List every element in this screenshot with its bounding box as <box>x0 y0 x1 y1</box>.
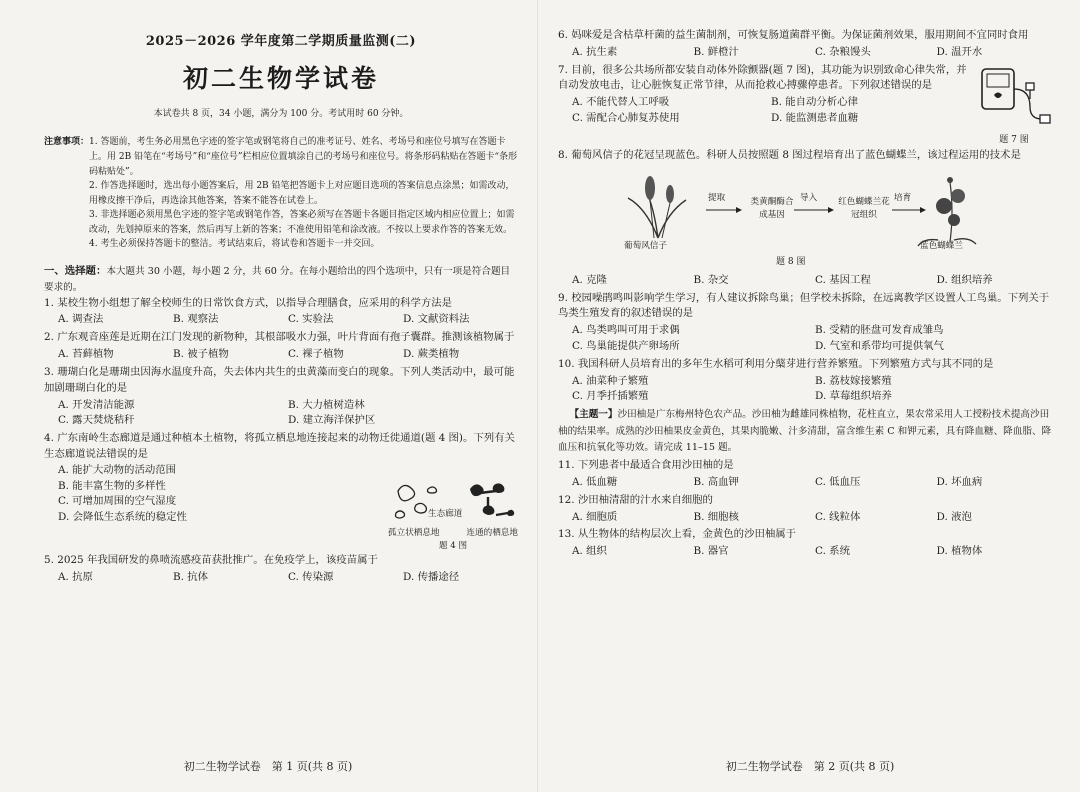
question-list-page1 <box>44 296 518 586</box>
question-stem: 4. 广东南岭生态廊道是通过种植本土植物，将孤立栖息地连接起来的动物迁徙通道(题 4 图)。下列有关生态廊道说法错误的是 <box>44 432 515 460</box>
question-options <box>558 544 1058 560</box>
option-c: C. 露天焚烧秸秆 <box>58 414 135 427</box>
option-a: A. 低血糖 <box>572 475 618 488</box>
option-c: C. 系统 <box>815 545 850 558</box>
question-4-body <box>44 463 518 553</box>
step-cultivate-label: 培育 <box>894 192 912 203</box>
figure-4-caption: 题 4 图 <box>438 540 468 551</box>
question-9 <box>558 291 1058 355</box>
exam-header: 2025－2026 学年度第二学期质量监测(二) <box>145 34 417 49</box>
option-b: B. 高血钾 <box>693 475 739 488</box>
option-d: D. 温开水 <box>936 45 983 58</box>
defibrillator-icon <box>974 65 1054 129</box>
gene-node-label: 类黄酮酶合成基因 <box>750 196 794 220</box>
grape-hyacinth-image <box>628 176 686 238</box>
blue-orchid-image <box>918 177 976 246</box>
section-description: 本大题共 30 小题，每小题 2 分，共 60 分。在每小题给出的四个选项中，只有一项是符合题目要求的。 <box>44 266 511 293</box>
option-c: C. 低血压 <box>815 475 861 488</box>
option-a: A. 鸟类鸣叫可用于求偶 <box>572 324 680 337</box>
question-options <box>558 510 1058 526</box>
figure-8-caption: 题 8 图 <box>776 256 806 267</box>
theme-passage <box>558 407 1058 456</box>
option-d: D. 组织培养 <box>936 273 993 286</box>
option-a: A. 能扩大动物的活动范围 <box>58 463 177 476</box>
option-a: A. 抗生素 <box>572 45 618 58</box>
question-options <box>558 45 1058 61</box>
option-c: C. 可增加周围的空气湿度 <box>58 495 177 508</box>
question-stem: 3. 珊瑚白化是珊瑚虫因海水温度升高，失去体内共生的虫黄藻而变白的现象。下列人类活动中，最可能加剧珊瑚白化的是 <box>44 365 515 394</box>
option-b: B. 器官 <box>693 545 729 558</box>
exam-title: 初二生物学试卷 <box>182 63 379 93</box>
page-2-footer: 初二生物学试卷 第 2 页(共 8 页) <box>725 760 895 774</box>
theme-label: 【主题一】 <box>569 409 618 421</box>
notice-item: 1. 答题前，考生务必用黑色字迹的签字笔或钢笔将自己的准考证号、姓名、考场号和座位号填写在答题卡上。用 2B 铅笔在“考场号”和“座位号”栏相应位置填涂自己的考场号和座位号。将条形码粘贴在答题卡“条形码粘贴处”。 <box>89 137 518 177</box>
question-options <box>558 323 1058 355</box>
exam-page-2 <box>540 0 1080 792</box>
option-a: A. 组织 <box>572 545 607 558</box>
option-c: C. 裸子植物 <box>288 348 344 361</box>
question-1 <box>44 296 518 329</box>
option-d: D. 液泡 <box>936 510 972 523</box>
option-b: B. 鲜橙汁 <box>693 45 739 58</box>
question-options <box>558 374 1058 406</box>
question-stem: 9. 校园噪鹃鸣叫影响学生学习，有人建议拆除鸟巢；但学校未拆除，在远离教学区设置人工鸟巢。下列关于鸟类生殖发育的叙述错误的是 <box>558 291 1050 320</box>
option-b: B. 受精的胚盘可发育成雏鸟 <box>815 324 944 337</box>
question-10 <box>558 357 1058 405</box>
question-12 <box>558 493 1058 526</box>
option-c: C. 传染源 <box>288 570 334 583</box>
option-a: A. 开发清洁能源 <box>58 398 135 411</box>
notice-block <box>44 135 518 252</box>
step-import-label: 导入 <box>800 192 818 203</box>
option-d: D. 植物体 <box>936 545 983 558</box>
option-b: B. 抗体 <box>173 570 209 583</box>
option-b: B. 细胞核 <box>693 510 739 523</box>
connected-habitat-label: 连通的栖息地 <box>466 527 518 538</box>
option-c: C. 实验法 <box>288 313 334 326</box>
option-c: C. 杂粮馒头 <box>815 45 871 58</box>
notice-item: 2. 作答选择题时，选出每小题答案后，用 2B 铅笔把答题卡上对应题目选项的答案信息点涂黑；如需改动，用橡皮擦干净后，再选涂其他答案，答案不能答在试卷上。 <box>89 181 515 206</box>
notice-item: 4. 考生必须保持答题卡的整洁。考试结束后，将试卷和答题卡一并交回。 <box>89 239 380 250</box>
option-d: D. 蕨类植物 <box>403 348 460 361</box>
option-b: B. 能自动分析心律 <box>771 96 858 109</box>
option-c: C. 鸟巢能提供产卵场所 <box>572 340 680 353</box>
question-11 <box>558 458 1058 491</box>
question-options <box>44 347 518 363</box>
notice-item: 3. 非选择题必须用黑色字迹的签字笔或钢笔作答，答案必须写在答题卡各题目指定区域内相应位置上；如需改动，先划掉原来的答案，然后再写上新的答案；不准使用铅笔和涂改液。不按以上要求作答的答案无效。 <box>89 210 515 235</box>
question-7-body <box>558 63 1058 148</box>
option-c: C. 线粒体 <box>815 510 861 523</box>
figure-4 <box>388 477 518 553</box>
step-extract-label: 提取 <box>708 192 726 203</box>
figure-7-caption: 题 7 图 <box>999 135 1029 146</box>
question-stem: 1. 某校生物小组想了解全校师生的日常饮食方式，以指导合理膳食，应采用的科学方法是 <box>44 296 453 309</box>
question-8 <box>558 148 1058 289</box>
option-d: D. 传播途径 <box>403 570 460 583</box>
question-5 <box>44 553 518 586</box>
option-b: B. 能丰富生物的多样性 <box>58 479 166 492</box>
question-13 <box>558 527 1058 560</box>
question-options <box>558 95 970 127</box>
exam-intro: 本试卷共 8 页，34 小题，满分为 100 分。考试用时 60 分钟。 <box>153 108 409 119</box>
question-stem: 12. 沙田柚清甜的汁水来自细胞的 <box>558 493 713 506</box>
option-a: A. 抗原 <box>58 570 93 583</box>
blue-orchid-label: 蓝色蝴蝶兰 <box>920 240 963 251</box>
option-c: C. 基因工程 <box>815 273 871 286</box>
option-d: D. 文献资料法 <box>403 313 470 326</box>
question-options <box>558 475 1058 491</box>
question-stem: 8. 葡萄风信子的花冠呈现蓝色。科研人员按照题 8 图过程培育出了蓝色蝴蝶兰，该过程运用的技术是 <box>558 148 1021 161</box>
grape-hyacinth-label: 葡萄风信子 <box>624 240 667 251</box>
option-d: D. 建立海洋保护区 <box>288 414 376 427</box>
option-a: A. 油菜种子繁殖 <box>572 374 649 387</box>
option-a: A. 不能代替人工呼吸 <box>572 96 670 109</box>
question-7-text <box>558 63 970 148</box>
question-2 <box>44 330 518 363</box>
option-a: A. 克隆 <box>572 273 607 286</box>
option-b: B. 被子植物 <box>173 348 229 361</box>
figure-7 <box>970 63 1058 148</box>
option-c: C. 月季扦插繁殖 <box>572 390 649 403</box>
question-stem: 7. 目前，很多公共场所都安装自动体外除颤器(题 7 图)，其功能为识别致命心律失常，并自动发放电击，让心脏恢复正常节律，从而抢救心搏骤停患者。下列叙述错误的是 <box>558 63 967 92</box>
option-c: C. 需配合心肺复苏使用 <box>572 112 680 125</box>
question-stem: 13. 从生物体的结构层次上看，金黄色的沙田柚属于 <box>558 528 797 541</box>
exam-page-1 <box>0 0 536 792</box>
notice-list <box>89 135 518 252</box>
question-7 <box>558 63 1058 148</box>
corridor-label: 生态廊道 <box>428 508 463 519</box>
notice-label: 注意事项： <box>44 137 90 148</box>
figure-4-labels <box>388 527 518 540</box>
tissue-node-label: 红色蝴蝶兰花冠组织 <box>838 196 890 220</box>
question-4 <box>44 431 518 553</box>
option-d: D. 气室和系带均可提供氧气 <box>815 340 944 353</box>
option-b: B. 荔枝嫁接繁殖 <box>815 374 892 387</box>
question-options <box>44 312 518 328</box>
figure-8 <box>558 166 1058 272</box>
option-a: A. 细胞质 <box>572 510 618 523</box>
question-3 <box>44 365 518 429</box>
option-b: B. 观察法 <box>173 313 219 326</box>
question-options <box>44 463 388 553</box>
option-d: D. 坏血病 <box>936 475 983 488</box>
question-stem: 2. 广东观音座莲是近期在江门发现的新物种，其根部吸水力强，叶片背面有孢子囊群。推测该植物属于 <box>44 331 515 344</box>
isolated-habitat-label: 孤立状栖息地 <box>388 527 440 538</box>
theme-text: 沙田柚是广东梅州特色农产品。沙田柚为雌雄同株植物，花柱直立，果农常采用人工授粉技术提高沙田柚的结果率。成熟的沙田柚果皮金黄色，其果肉脆嫩、汁多清甜，富含维生素 C 和钾元素，具有降血糖、降血脂、降血压和抗氧化等功效。请完成 11–15 题。 <box>558 409 1052 453</box>
option-a: A. 调查法 <box>58 313 104 326</box>
question-6 <box>558 28 1058 61</box>
option-d: D. 能监测患者血糖 <box>771 112 859 125</box>
section-heading <box>44 264 518 296</box>
question-stem: 10. 我国科研人员培育出的多年生水稻可利用分蘖芽进行营养繁殖。下列繁殖方式与其不同的是 <box>558 357 994 370</box>
option-b: B. 大力植树造林 <box>288 398 365 411</box>
option-d: D. 草莓组织培养 <box>815 390 892 403</box>
question-options <box>44 570 518 586</box>
question-stem: 11. 下列患者中最适合食用沙田柚的是 <box>558 459 734 472</box>
section-title: 一、选择题： <box>44 265 107 278</box>
question-options <box>558 273 1058 289</box>
option-a: A. 苔藓植物 <box>58 348 114 361</box>
question-options <box>44 398 518 430</box>
question-stem: 5. 2025 年我国研发的鼻喷流感疫苗获批推广。在免疫学上，该疫苗属于 <box>44 554 378 567</box>
option-b: B. 杂交 <box>693 273 729 286</box>
option-d: D. 会降低生态系统的稳定性 <box>58 511 187 524</box>
question-stem: 6. 妈咪爱是含枯草杆菌的益生菌制剂，可恢复肠道菌群平衡。为保证菌剂效果，服用期间不宜同时食用 <box>558 29 1029 41</box>
page-1-footer: 初二生物学试卷 第 1 页(共 8 页) <box>183 760 353 774</box>
page-divider <box>537 0 538 792</box>
